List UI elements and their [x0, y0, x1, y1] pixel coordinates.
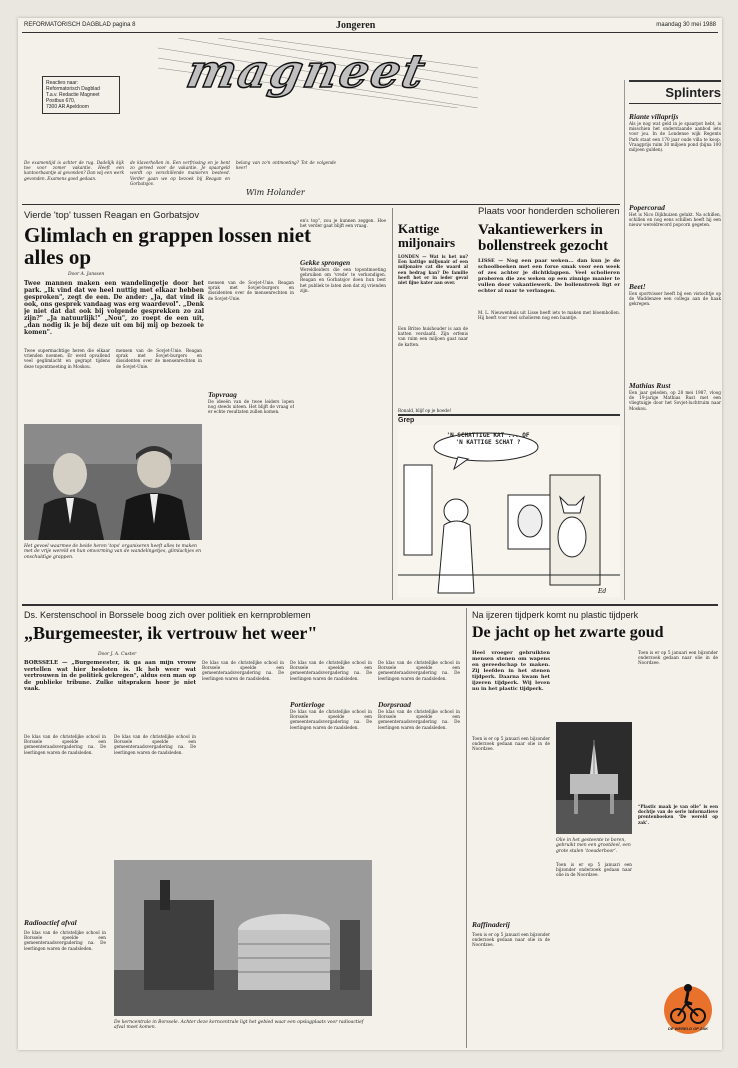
oil-platform-caption: Olie in het gesteente te boren, gebruikt men een grootdeel, een grote stalen ‘toeaderboor’. — [556, 838, 631, 854]
jacht-sub1: Raffinaderij — [472, 920, 510, 929]
splinters-title: Splinters — [629, 80, 721, 104]
jacht-quote: “Plastic maak je van olie” is een dochtje van de serie informatieve prentenboeken ‘De wereld op zak’. — [638, 804, 718, 825]
oil-platform-drawing — [556, 722, 632, 834]
borssele-body4: De klas van de christelijke school in Borssele speelde een gemeenteraadsvergadering na. De leerlingen waren de raadsleden. — [202, 660, 284, 681]
reagan-kicker: Vierde 'top' tussen Reagan en Gorbatsjov — [24, 210, 200, 221]
borssele-body3: De klas van de christelijke school in Borssele speelde een gemeenteraadsvergadering na. De leerlingen waren de raadsleden. — [24, 930, 106, 951]
splinter-text: Als je nog wat geld in je spaarpot hebt, is misschien het onderstaande aanbod iets voor jou. In de Londense wijk Regents Park staat een 170 jaar oude villa te koop. Vraagprijs ruim 30 miljoen pond (bijna 100 miljoen gulden). — [629, 121, 721, 153]
header-rule — [22, 32, 718, 33]
reagan-headline: Glimlach en grappen lossen niet alles op — [24, 223, 312, 269]
jacht-body4: Toen is er op 5 januari een bijzonder onderzoek gedaan naar olie in de Noordzee. — [638, 650, 718, 666]
kattige-body: Een Britse huishouder is aan de katten verslaafd. Zijn erfenis van ruim een miljoen gaat naar de katten. — [398, 326, 468, 347]
kattige-headline: Kattige miljonairs — [398, 221, 456, 250]
reagan-lead: Twee mannen maken een wandelingetje door het park. „Ik vind dat we heel nuttig met elkaar hebben gesproken", zegt de een. De ander: „Ja, dat vind ik ook, ons gesprek vandaag was erg waardevol". „Denk je niet dat dat ook bij volgende gesprekken zo zal zijn?" „Ja natuurlijk!" „Nou", zo roept de een uit, „dan nodig ik je bij deze uit om bij mij op bezoek te komen". — [24, 280, 204, 336]
intro-signature: Wim Holander — [246, 188, 305, 197]
splinter-text: Een sportvisser heeft bij een vistochtje op de Waddenzee een collega aan de haak gekregen. — [629, 291, 721, 307]
kerncentrale-photo — [114, 860, 372, 1016]
splinter-text: Een jaar geleden, op 28 mei 1987, vloog de 19-jarige Mathias Rust met een vliegtuigje door het Sovjet-luchtruim naar Moskou. — [629, 390, 721, 411]
reply-title: Reacties naar: — [46, 80, 79, 86]
reagan-body5: Wereldleiders die een topontmoeting gebruiken om 'vrede' te verkondigen. Reagan en Gorbatsjov doen hun best het publiek te laten zien dat zij vrienden zijn. — [300, 267, 386, 293]
header-left: REFORMATORISCH DAGBLAD pagina 8 — [24, 22, 136, 28]
borssele-body8: De klas van de christelijke school in Borssele speelde een gemeenteraadsvergadering na. De leerlingen waren de raadsleden. — [378, 709, 460, 730]
borssele-body6: De klas van de christelijke school in Borssele speelde een gemeenteraadsvergadering na. De leerlingen waren de raadsleden. — [290, 709, 372, 730]
intro-col2: de klaverhollen in. Een verfrissing en je bent zo gereed voor de vakantie. Je spaargeld wordt op verschillende manieren besteed. Verder gaan we op bezoek bij Reagan en Gorbatsjov. — [130, 160, 230, 186]
reagan-col4 — [300, 218, 386, 587]
newspaper-page — [18, 18, 722, 1050]
intro-rule — [22, 204, 620, 205]
reagan-sub2: Gekke sprongen — [300, 258, 351, 267]
oil-platform-photo — [556, 722, 632, 834]
fold-rule — [22, 604, 718, 606]
splinter-heading: Riante villaprijs — [629, 112, 679, 121]
reagan-col3 — [208, 280, 294, 589]
kerncentrale-drawing — [114, 860, 372, 1016]
column-divider — [466, 608, 467, 1048]
borssele-sub3: Dorpsraad — [378, 700, 411, 709]
svg-text:Ed: Ed — [598, 588, 607, 595]
reagan-caption: Het gevoel waarmee de beide heren 'tops' organiseren heeft alles te maken met de vrije wereld en hun omvorming van de wandelingetjes, glimlachjes en onschuldige grappen. — [24, 544, 202, 560]
wereld-op-zak-logo — [658, 976, 718, 1036]
jacht-kicker: Na ijzeren tijdperk komt nu plastic tijdperk — [472, 610, 639, 620]
photo-figures — [24, 424, 202, 540]
magneet-masthead — [158, 38, 478, 108]
grep-drawing — [398, 425, 620, 597]
borssele-body7: De klas van de christelijke school in Borssele speelde een gemeenteraadsvergadering na. De leerlingen waren de raadsleden. — [378, 660, 460, 681]
reply-line: Reformatorisch Dagblad — [46, 86, 100, 92]
kattige-lead: LONDEN — Wat is het nu? Een kattige miljonair of een miljonaire cat die waard al een bedrag kan? De familie heeft het er in ieder geval niet fijne kater aan over. — [398, 254, 468, 286]
reagan-sub1: Topvraag — [208, 390, 237, 399]
borssele-lead: BORSSELE — „Burgemeester, ik ga aan mijn vrouw vertellen wat hier besloten is. Ik heb weer wat vertrouwen in de politiek gekregen", aldus een man op de publieke tribune. Zulke uitspraken hoor je niet vaak. — [24, 660, 196, 692]
borssele-col4 — [290, 660, 372, 849]
borssele-sub1: Radioactief afval — [24, 918, 77, 927]
reagan-body4: en's top", zou je kunnen zeggen. Hoe het verder gaat blijft een vraag. — [300, 218, 386, 229]
splinter-item — [629, 203, 721, 272]
jacht-body3: Toen is er op 5 januari een bijzonder onderzoek gedaan naar olie in de Noordzee. — [556, 862, 632, 878]
splinter-item — [629, 381, 721, 540]
borssele-headline: „Burgemeester, ik vertrouw het weer" — [24, 623, 318, 643]
splinter-text: Het is Nico Dijkhuizen gelukt. Na schillen, schillen en nog eens schillen heeft hij een nieuw wereldrecord popcorn gegeten. — [629, 212, 721, 228]
splinter-heading: Popercorad — [629, 203, 665, 212]
reagan-gorbatsjov-photo — [24, 424, 202, 540]
reagan-byline: Door A. Janssen — [68, 272, 105, 277]
borssele-byline: Door J. A. Custer — [98, 652, 137, 657]
splinter-item — [629, 282, 721, 371]
borssele-body2: De klas van de christelijke school in Borssele speelde een gemeenteraadsvergadering na. De leerlingen waren de raadsleden. — [114, 734, 196, 755]
reagan-body2: mensen van de Sovjet-Unie. Reagan sprak met Sovjet-burgers en dissidenten over de mensenrechten in de Sovjet-Unie. — [116, 348, 202, 369]
grep-label: Grep — [398, 417, 415, 424]
section-title: Jongeren — [336, 20, 376, 31]
vakantie-body: M. L. Nieuwenhuis uit Lisse heeft iets te maken met bloembollen. Hij heeft voor veel scholieren nog een baantje. — [478, 310, 620, 321]
intro-col3: belang van zo'n ontmoeting? Tot de volgende keer! — [236, 160, 336, 171]
jacht-lead: Heel vroeger gebruikten mensen stenen om wapens en gereedschap te maken. Zij leefden in het stenen tijdperk. Daarna kwam het ijzeren tijdperk. Wij leven nu in het plastic tijdperk. — [472, 650, 550, 692]
splinter-heading: Mathias Rust — [629, 381, 671, 390]
kattige-signoff: Ronald, blijf op je hoede! — [398, 408, 452, 413]
borssele-body1: De klas van de christelijke school in Borssele speelde een gemeenteraadsvergadering na. De leerlingen waren de raadsleden. — [24, 734, 106, 755]
reply-line: 7300 AR Apeldoorn — [46, 104, 90, 110]
grep-cartoon — [398, 414, 620, 602]
reply-box — [42, 76, 120, 114]
header-date: maandag 30 mei 1988 — [656, 22, 716, 28]
reagan-body1: Twee supermachtige heren die elkaar vrienden noemen. Er werd opvallend veel geglimlacht en gegrapt tijdens deze topontmoeting in Moskou. — [24, 348, 110, 369]
grep-speech: 'N SCHATTIGE KAT ... OF 'N KATTIGE SCHAT ? — [446, 432, 530, 446]
vakantie-kicker: Plaats voor honderden scholieren — [478, 206, 620, 217]
borssele-body5: De klas van de christelijke school in Borssele speelde een gemeenteraadsvergadering na. De leerlingen waren de raadsleden. — [290, 660, 372, 681]
jacht-headline: De jacht op het zwarte goud — [472, 624, 664, 641]
borssele-sub2: Portierloge — [290, 700, 325, 709]
jacht-body1: Toen is er op 5 januari een bijzonder onderzoek gedaan naar olie in de Noordzee. — [472, 736, 550, 752]
vakantie-lead: LISSE — Nog een paar weken... dan kun je de schoolboeken met een forse smak voor een week of zes achter je dichtklappen. Veel scholieren proberen die zes weken op een zinnige manier te vullen door vakantiewerk. De bollenstreek ligt er echter al naar te verlangen. — [478, 258, 620, 294]
splinters-column — [624, 80, 721, 600]
intro-col1: De examentijd is achter de rug. Dadelijk kijk toe voor zomer vakantie. Heeft een kantoorbaantje al gevonden? Dan wij een werk gevonden. Examens goed gedaan. — [24, 160, 124, 181]
reagan-body3: De ideeën van de twee leiders lopen nog steeds uiteen. Het blijft de vraag of er echte resultaten zullen komen. — [208, 399, 294, 415]
logo-text: DE WERELD OP ZAK — [667, 1026, 709, 1031]
borssele-kicker: Ds. Kerstenschool in Borssele boog zich over politiek en kernproblemen — [24, 610, 311, 620]
reply-line: T.a.v. Redactie Magneet — [46, 92, 100, 98]
splinter-item — [629, 112, 721, 193]
masthead-title: magneet — [182, 44, 432, 98]
kerncentrale-caption: De kerncentrale in Borssele. Achter deze kerncentrale ligt het gebied waar een opslagplaats voor radioactief afval moet komen. — [114, 1020, 364, 1031]
splinter-heading: Beet! — [629, 282, 646, 291]
jacht-body2: Toen is er op 5 januari een bijzonder onderzoek gedaan naar olie in de Noordzee. — [472, 932, 550, 948]
vakantie-headline: Vakantiewerkers in bollenstreek gezocht — [478, 222, 609, 254]
column-divider — [392, 208, 393, 600]
reagan-body3-intro: mensen van de Sovjet-Unie. Reagan sprak met Sovjet-burgers en dissidenten over de mensenrechten in de Sovjet-Unie. — [208, 280, 294, 301]
reply-line: Postbus 670, — [46, 98, 76, 104]
borssele-col5 — [378, 660, 460, 1039]
